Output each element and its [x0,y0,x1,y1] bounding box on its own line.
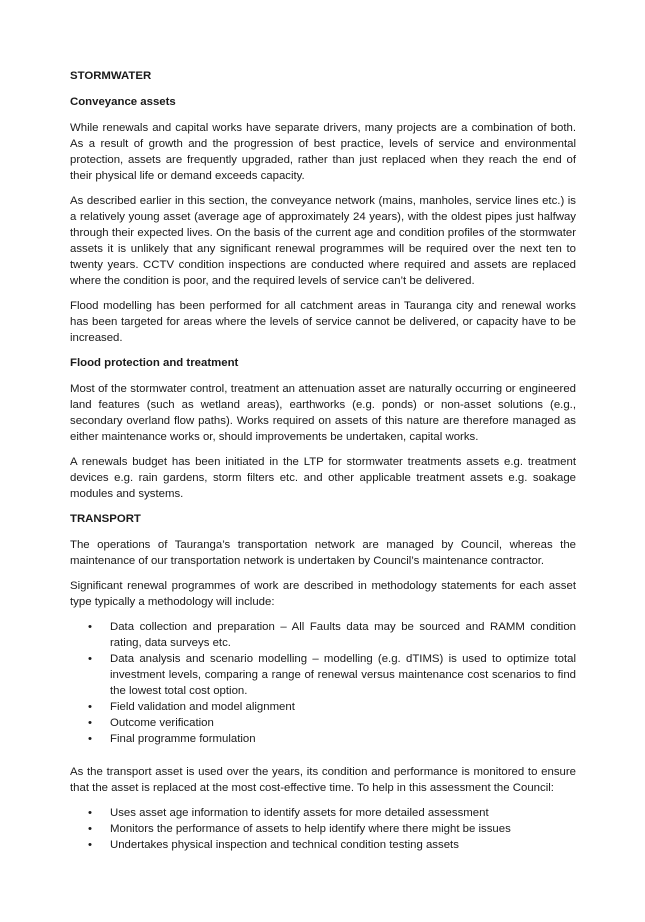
transport-heading: TRANSPORT [70,513,141,525]
list-item: • Undertakes physical inspection and technical condition testing assets [88,839,459,851]
bullet-icon: • [88,717,92,729]
stormwater-heading: STORMWATER [70,70,152,82]
transport-paragraph-1: The operations of Tauranga’s transportation network are managed by Council, whereas the maintenance of our transportation network is undertaken by Council’s maintenance contractor. [70,539,576,567]
bullet-icon: • [88,701,92,713]
bullet-icon: • [88,621,92,633]
list-item: • Data collection and preparation – All Faults data may be sourced and RAMM condition rating, data surveys etc. [88,621,576,649]
flood-protection-heading: Flood protection and treatment [70,357,239,369]
document-page [70,68,576,862]
bullet-icon: • [88,839,92,851]
bullet-icon: • [88,807,92,819]
list-item: • Field validation and model alignment [88,701,295,713]
bullet-icon: • [88,733,92,745]
conveyance-paragraph-2: As described earlier in this section, the conveyance network (mains, manholes, service lines etc.) is a relatively young asset (average age of approximately 24 years), with the oldest pipes just halfway through their expected lives. On the basis of the current age and condition profiles of the stormwater assets it is unlikely that any significant renewal programmes will be required over the next ten to twenty years. CCTV condition inspections are conducted where required and assets are replaced where the condition is poor, and the required levels of service can’t be delivered. [70,195,576,287]
flood-paragraph-1: Most of the stormwater control, treatment an attenuation asset are naturally occurring or engineered land features (such as wetland areas), earthworks (e.g. ponds) or non-asset solutions (e.g., secondary overland flow paths). Works required on assets of this nature are therefore managed as either maintenance works or, should improvements be undertaken, capital works. [70,383,576,443]
bullet-icon: • [88,823,92,835]
conveyance-paragraph-1: While renewals and capital works have separate drivers, many projects are a combination of both. As a result of growth and the progression of best practice, levels of service and environmental protection, assets are frequently upgraded, rather than just replaced when they reach the end of their physical life or demand exceeds capacity. [70,122,576,182]
list-item: • Final programme formulation [88,733,256,745]
list-item: • Data analysis and scenario modelling – modelling (e.g. dTIMS) is used to optimize total investment levels, comparing a range of renewal versus maintenance cost scenarios to find the lowest total cost option. [88,653,576,697]
council-list [70,805,576,853]
transport-paragraph-3: As the transport asset is used over the years, its condition and performance is monitored to ensure that the asset is replaced at the most cost-effective time. To help in this assessment the Council: [70,766,576,794]
bullet-icon: • [88,653,92,665]
list-item: • Outcome verification [88,717,214,729]
transport-paragraph-2: Significant renewal programmes of work are described in methodology statements for each asset type typically a methodology will include: [70,580,576,608]
list-item: • Monitors the performance of assets to help identify where there might be issues [88,823,511,835]
conveyance-paragraph-3: Flood modelling has been performed for all catchment areas in Tauranga city and renewal works has been targeted for areas where the levels of service cannot be delivered, or capacity have to be increased. [70,300,576,344]
flood-paragraph-2: A renewals budget has been initiated in the LTP for stormwater treatments assets e.g. treatment devices e.g. rain gardens, storm filters etc. and other applicable treatment assets e.g. soakage modules and systems. [70,456,576,500]
methodology-list [70,619,576,747]
conveyance-assets-heading: Conveyance assets [70,96,176,108]
list-item: • Uses asset age information to identify assets for more detailed assessment [88,807,489,819]
